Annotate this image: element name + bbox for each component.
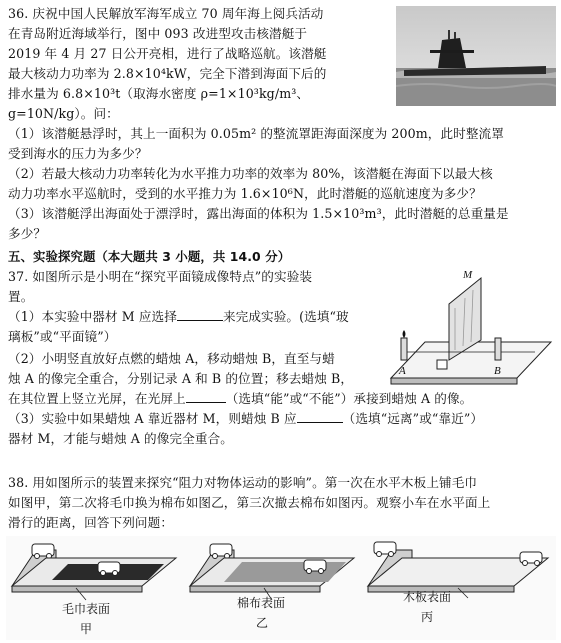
- caption-surface-towel: 毛巾表面: [62, 602, 111, 616]
- label-a: A: [399, 365, 406, 377]
- q36-line-1: 36. 庆祝中国人民解放军海军成立 70 周年海上阅兵活动: [8, 6, 324, 21]
- q37-part1-cont: 璃板”或“平面镜”）: [8, 329, 117, 344]
- q36-line-7: （1）该潜艇悬浮时，其上一面积为 0.05m² 的整流罩距海面深度为 200m，此时整流罩: [8, 126, 504, 141]
- q36-line-3: 2019 年 4 月 27 日公开亮相，进行了战略巡航。该潜艇: [8, 46, 327, 61]
- q37-part3-text-b: （选填“远离”或“靠近”）: [342, 411, 484, 426]
- answer-blank-1[interactable]: [177, 308, 223, 321]
- q36-line-6: g=10N/kg）。问：: [8, 106, 119, 121]
- submarine-photo: [396, 6, 556, 106]
- q38-line-2: 如图甲，第二次将毛巾换为棉布如图乙，第三次撤去棉布如图丙。观察小车在水平面上: [8, 495, 491, 510]
- caption-surface-cotton: 棉布表面: [237, 596, 286, 610]
- q37-part3-c: 器材 M，才能与蜡烛 A 的像完全重合。: [8, 431, 233, 446]
- q36-line-8: 受到海水的压力为多少？: [8, 146, 148, 161]
- q36-line-10: 动力功率水平巡航时，受到的水平推力为 1.6×10⁶N，此时潜艇的巡航速度为多少？: [8, 186, 482, 201]
- q37-line-1: 37. 如图所示是小明在“探究平面镜成像特点”的实验装: [8, 269, 313, 284]
- q38-line-3: 滑行的距离，回答下列问题：: [8, 515, 174, 530]
- q37-part3-text-a: （3）实验中如果蜡烛 A 靠近器材 M，则蜡烛 B 应: [8, 411, 297, 426]
- mirror-experiment-figure: [385, 268, 555, 398]
- q38-line-1: 38. 用如图所示的装置来探究“阻力对物体运动的影响”。第一次在水平木板上铺毛巾: [8, 475, 478, 490]
- q37-line-2: 置。: [8, 289, 34, 304]
- q36-line-9: （2）若最大核动力功率转化为水平推力功率的效率为 80%，该潜艇在海面下以最大核: [8, 166, 493, 181]
- caption-label-yi: 乙: [256, 616, 269, 630]
- label-b: B: [494, 365, 501, 377]
- q37-part2-b: 烛 A 的像完全重合，分别记录 A 和 B 的位置；移去蜡烛 B，: [8, 371, 354, 386]
- q37-part2-text-c: 在其位置上竖立光屏，在光屏上: [8, 391, 186, 406]
- answer-blank-2[interactable]: [186, 390, 226, 403]
- q37-part3-a: [8, 409, 483, 428]
- q36-line-5: 排水量为 6.8×10³t（取海水密度 ρ=1×10³kg/m³、: [8, 86, 310, 101]
- section-title: 五、实验探究题（本大题共 3 小题，共 14.0 分）: [8, 249, 291, 264]
- q37-part2-a: （2）小明竖直放好点燃的蜡烛 A，移动蜡烛 B，直至与蜡: [8, 351, 335, 366]
- caption-label-jia: 甲: [80, 622, 93, 636]
- q36-line-4: 最大核动力功率为 2.8×10⁴kW，完全下潜到海面下后的: [8, 66, 327, 81]
- q37-part1-text-a: （1）本实验中器材 M 应选择: [8, 309, 177, 324]
- q37-part1: [8, 307, 349, 326]
- q36-line-2: 在青岛附近海域举行，图中 093 改进型攻击核潜艇于: [8, 26, 308, 41]
- caption-surface-wood: 木板表面: [403, 590, 452, 604]
- caption-label-bing: 丙: [421, 610, 434, 624]
- label-m: M: [463, 269, 473, 281]
- q37-part1-text-b: 来完成实验。(选填“玻: [222, 309, 349, 324]
- q36-line-11: （3）该潜艇浮出海面处于漂浮时，露出海面的体积为 1.5×10³m³，此时潜艇的总重量是: [8, 206, 509, 221]
- answer-blank-3[interactable]: [297, 410, 343, 423]
- q37-part2-text-d: （选填“能”或“不能”）承接到蜡烛 A 的像。: [225, 391, 473, 406]
- q36-line-12: 多少？: [8, 226, 47, 241]
